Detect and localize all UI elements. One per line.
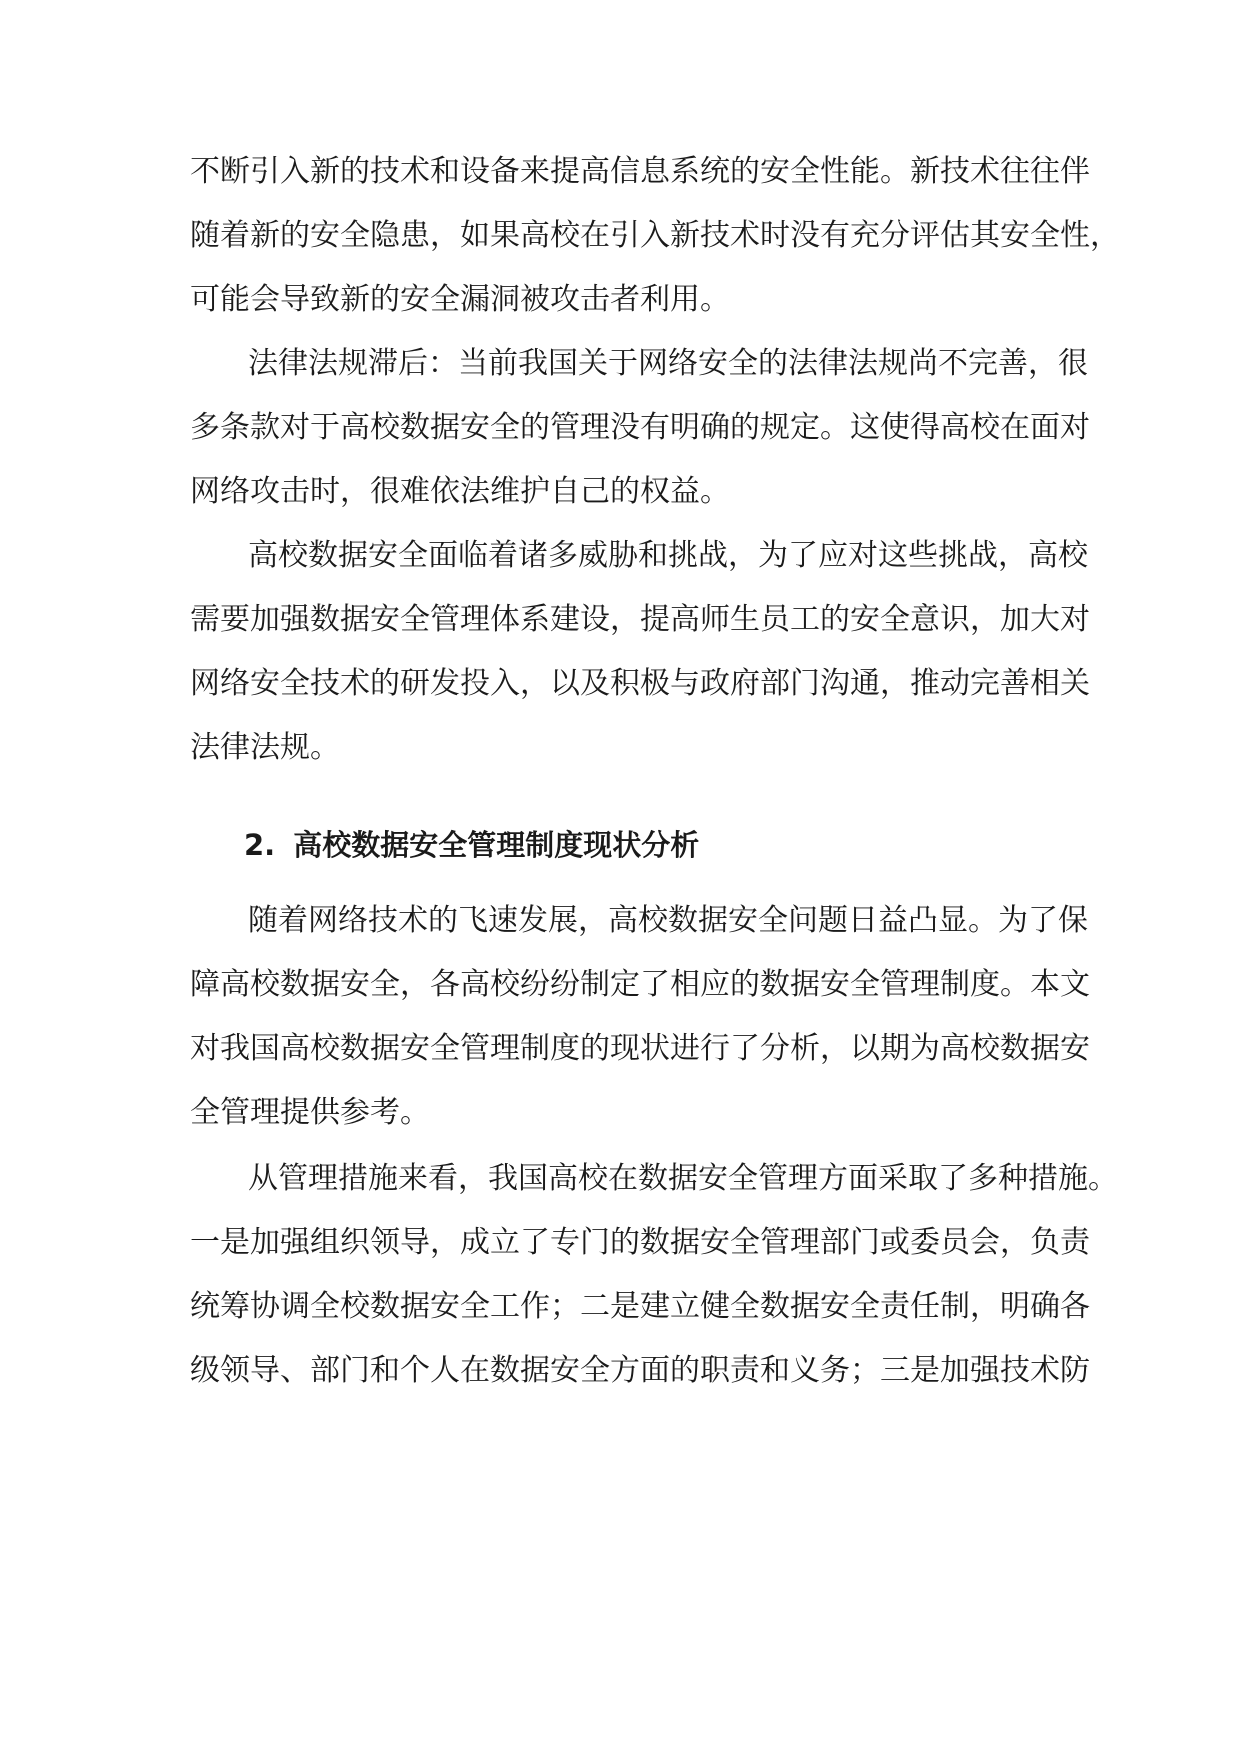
paragraph-line: 障高校数据安全，各高校纷纷制定了相应的数据安全管理制度。本文: [190, 967, 1090, 1002]
paragraph-line: 从管理措施来看，我国高校在数据安全管理方面采取了多种措施。: [248, 1161, 1118, 1196]
section-heading: [244, 821, 699, 869]
paragraph-line: 网络攻击时，很难依法维护自己的权益。: [190, 474, 730, 509]
paragraph-line: 随着网络技术的飞速发展，高校数据安全问题日益凸显。为了保: [248, 903, 1088, 938]
paragraph-line: 高校数据安全面临着诸多威胁和挑战，为了应对这些挑战，高校: [248, 538, 1088, 573]
section-heading-number: 2.: [244, 828, 276, 862]
paragraph-line: 法律法规。: [190, 730, 340, 765]
paragraph-line: 可能会导致新的安全漏洞被攻击者利用。: [190, 282, 730, 317]
paragraph-line: 不断引入新的技术和设备来提高信息系统的安全性能。新技术往往伴: [190, 154, 1090, 189]
paragraph-line: 对我国高校数据安全管理制度的现状进行了分析，以期为高校数据安: [190, 1031, 1090, 1066]
paragraph-line: 网络安全技术的研发投入，以及积极与政府部门沟通，推动完善相关: [190, 666, 1090, 701]
paragraph-line: 一是加强组织领导，成立了专门的数据安全管理部门或委员会，负责: [190, 1225, 1090, 1260]
paragraph-line: 多条款对于高校数据安全的管理没有明确的规定。这使得高校在面对: [190, 410, 1090, 445]
paragraph-line: 统筹协调全校数据安全工作；二是建立健全数据安全责任制，明确各: [190, 1289, 1090, 1324]
paragraph-line: 随着新的安全隐患，如果高校在引入新技术时没有充分评估其安全性，: [190, 218, 1120, 253]
section-heading-title: 高校数据安全管理制度现状分析: [293, 828, 700, 862]
paragraph-line: 全管理提供参考。: [190, 1095, 430, 1130]
paragraph-line: 法律法规滞后：当前我国关于网络安全的法律法规尚不完善，很: [248, 346, 1088, 381]
paragraph-line: 需要加强数据安全管理体系建设，提高师生员工的安全意识，加大对: [190, 602, 1090, 637]
paragraph-line: 级领导、部门和个人在数据安全方面的职责和义务；三是加强技术防: [190, 1353, 1090, 1388]
